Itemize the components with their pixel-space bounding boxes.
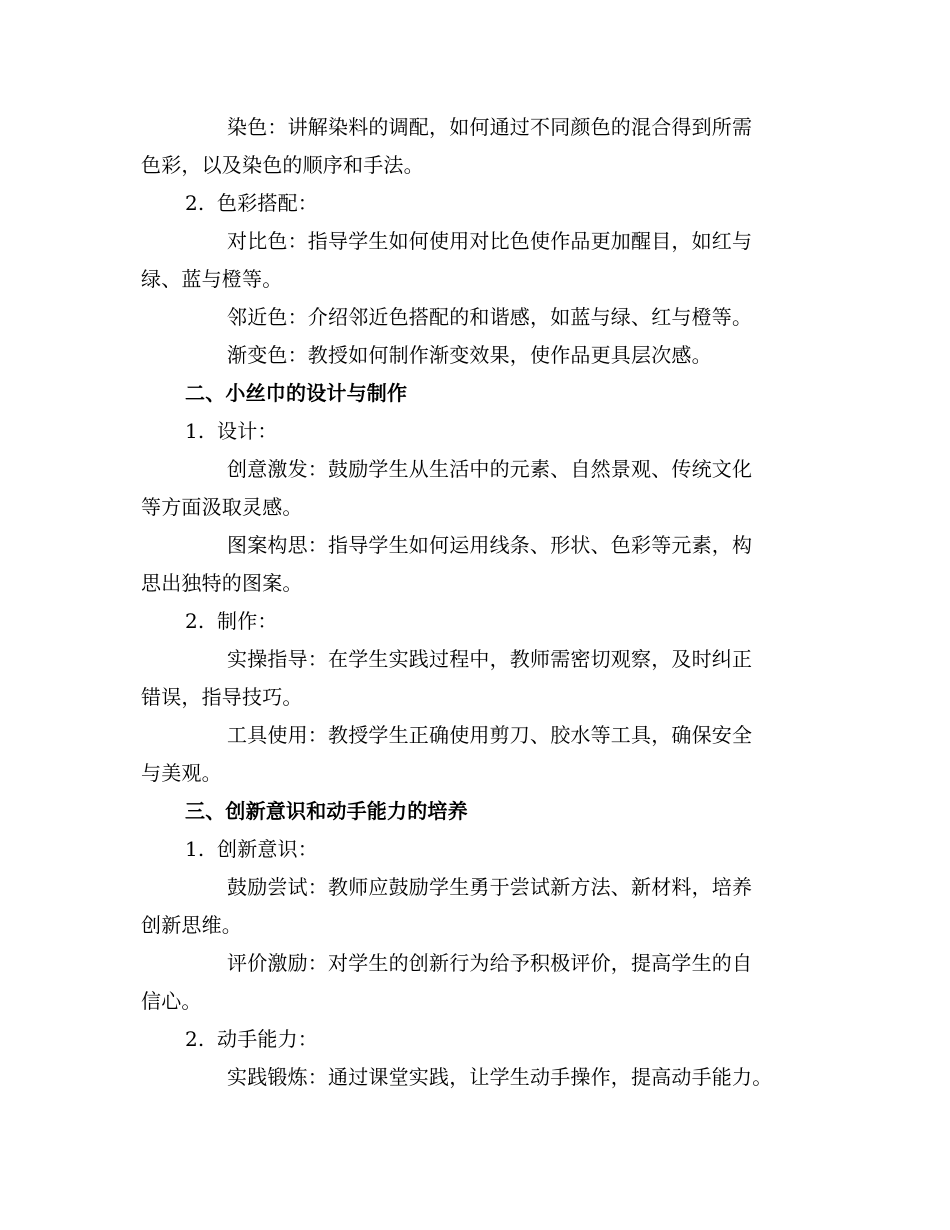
paragraph-practice: 实操指导：在学生实践过程中，教师需密切观察，及时纠正	[227, 647, 753, 671]
document-page	[141, 108, 807, 1096]
paragraph-encourage: 鼓励尝试：教师应鼓励学生勇于尝试新方法、新材料，培养	[227, 875, 753, 899]
paragraph-evaluation: 评价激励：对学生的创新行为给予积极评价，提高学生的自	[227, 951, 753, 975]
list-label: 制作：	[217, 609, 278, 633]
paragraph-training: 实践锻炼：通过课堂实践，让学生动手操作，提高动手能力。	[227, 1065, 773, 1089]
paragraph-contrast-color-cont: 绿、蓝与橙等。	[141, 267, 283, 291]
paragraph-practice-cont: 错误，指导技巧。	[141, 685, 303, 709]
paragraph-dyeing-cont: 色彩，以及染色的顺序和手法。	[141, 153, 424, 177]
list-label: 动手能力：	[217, 1027, 318, 1051]
paragraph-gradient-color: 渐变色：教授如何制作渐变效果，使作品更具层次感。	[227, 343, 712, 367]
paragraph-tools-cont: 与美观。	[141, 761, 222, 785]
list-label: 创新意识：	[217, 837, 318, 861]
list-item-color-matching	[141, 184, 807, 222]
paragraph-contrast-color: 对比色：指导学生如何使用对比色使作品更加醒目，如红与	[227, 229, 753, 253]
list-item-design	[141, 412, 807, 450]
list-item-making	[141, 602, 807, 640]
list-number: 2.	[185, 1027, 205, 1051]
paragraph-encourage-cont: 创新思维。	[141, 913, 242, 937]
section-heading-design: 二、小丝巾的设计与制作	[185, 381, 408, 405]
paragraph-pattern-cont: 思出独特的图案。	[141, 571, 303, 595]
paragraph-inspiration-cont: 等方面汲取灵感。	[141, 495, 303, 519]
list-number: 1.	[185, 837, 205, 861]
paragraph-inspiration: 创意激发：鼓励学生从生活中的元素、自然景观、传统文化	[227, 457, 753, 481]
paragraph-adjacent-color: 邻近色：介绍邻近色搭配的和谐感，如蓝与绿、红与橙等。	[227, 305, 753, 329]
paragraph-tools: 工具使用：教授学生正确使用剪刀、胶水等工具，确保安全	[227, 723, 753, 747]
section-heading-innovation: 三、创新意识和动手能力的培养	[185, 799, 468, 823]
list-item-innovation	[141, 830, 807, 868]
list-number: 2.	[185, 191, 205, 215]
list-number: 1.	[185, 419, 205, 443]
list-label: 设计：	[217, 419, 278, 443]
paragraph-dyeing: 染色：讲解染料的调配，如何通过不同颜色的混合得到所需	[227, 115, 753, 139]
list-label: 色彩搭配：	[217, 191, 318, 215]
list-item-hands-on	[141, 1020, 807, 1058]
list-number: 2.	[185, 609, 205, 633]
paragraph-evaluation-cont: 信心。	[141, 989, 202, 1013]
paragraph-pattern: 图案构思：指导学生如何运用线条、形状、色彩等元素，构	[227, 533, 753, 557]
